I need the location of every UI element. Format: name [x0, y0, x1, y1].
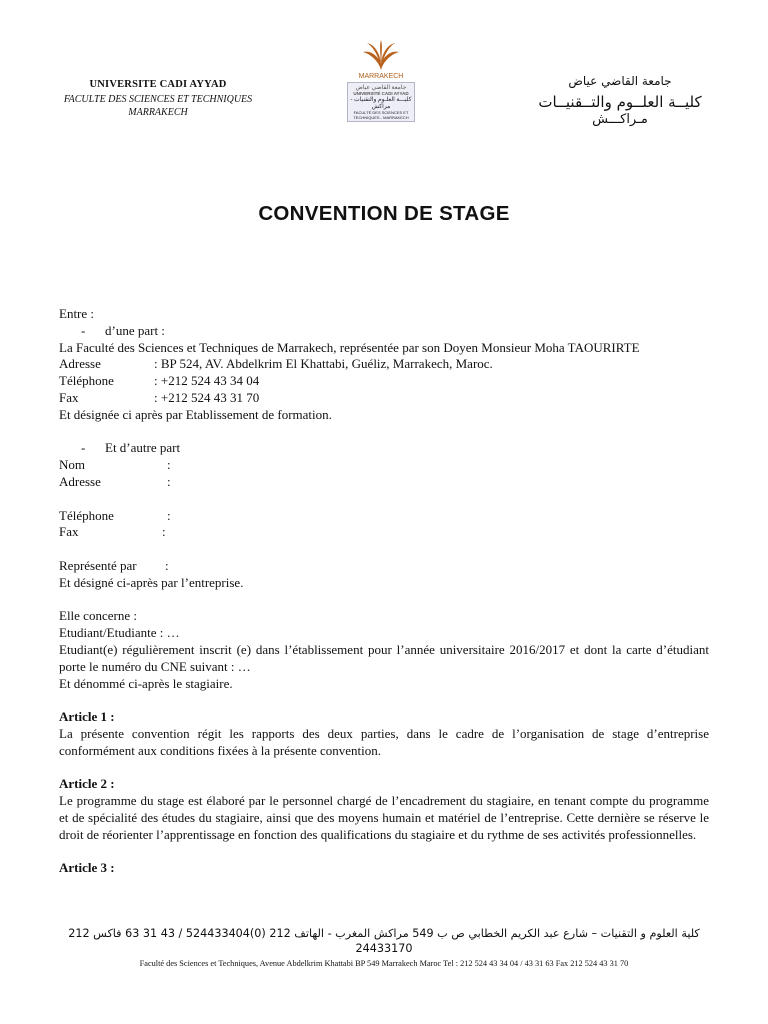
dune-part-line: - d’une part : — [81, 322, 165, 338]
elle-concerne: Elle concerne : — [59, 608, 137, 624]
entre-line: Entre : — [59, 306, 95, 321]
adresse-label: Adresse — [59, 356, 101, 372]
etudiant-line: Etudiant/Etudiante : … — [59, 625, 180, 641]
adresse-row — [59, 356, 709, 373]
telephone2-row — [59, 508, 709, 525]
fax-label: Fax — [59, 389, 79, 405]
telephone-label: Téléphone — [59, 373, 114, 389]
nom-value: : — [167, 457, 171, 473]
palm-logo-icon — [361, 40, 401, 72]
logo-faculty: FACULTÉ DES SCIENCES ET TECHNIQUES - MARRAKECH — [353, 110, 409, 120]
telephone2-value: : — [167, 507, 171, 523]
arabic-university-name: جامعة القاضي عياض — [568, 74, 672, 88]
adresse2-value: : — [167, 473, 171, 489]
autre-part-line: - Et d’autre part — [81, 440, 181, 456]
article3-title: Article 3 : — [59, 860, 115, 876]
telephone-value: : +212 524 43 34 04 — [154, 373, 260, 389]
logo-university: UNIVERSITÉ CADI AYYAD — [353, 91, 409, 96]
nom-label: Nom — [59, 457, 85, 473]
autre-part-text: Et d’autre part — [105, 440, 181, 456]
logo-arabic-faculty: كليـــة العلـوم والتقنيات - مراكش — [350, 97, 412, 110]
university-name: UNIVERSITE CADI AYYAD — [89, 79, 227, 90]
city-name: MARRAKECH — [128, 107, 188, 118]
designee-formation: Et désignée ci après par Etablissement de formation. — [59, 406, 332, 422]
faculty-logo — [344, 40, 418, 134]
faculty-name: FACULTE DES SCIENCES ET TECHNIQUES — [63, 94, 253, 105]
article1-text: La présente convention régit les rapports des deux parties, dans le cadre de l’organisation de stage d’entreprise conformément aux conditions fixées à la présente convention. — [59, 725, 709, 758]
fax2-label: Fax — [59, 524, 79, 540]
footer-arabic: كلية العلوم و التقنيات – شارع عبد الكريم الخطابي ص ب 549 مراكش المغرب - الهاتف 212 (0)524433404 / 43 31 63 فاكس 212 24433170 — [68, 927, 700, 955]
denomme-line: Et dénommé ci-après le stagiaire. — [59, 675, 233, 691]
header-left — [58, 79, 258, 118]
article2-text: Le programme du stage est élaboré par le personnel chargé de l’encadrement du stagiaire, en tenant compte du programme et de spécialité des études du stagiaire, ainsi que des moyens humain et matériel de l’entreprise. Cette dernière se réserve le droit de réorienter l’apprentissage en fonction des qualifications du stagiaire et du rythme de ses activités professionnelles. — [59, 793, 709, 842]
faculte-representation: La Faculté des Sciences et Techniques de Marrakech, représentée par son Doyen Monsieur Moha TAOURIRTE — [59, 339, 640, 355]
represente-label: Représenté par — [59, 557, 137, 573]
fax-row — [59, 390, 709, 407]
convention-body — [59, 306, 709, 877]
document-title: CONVENTION DE STAGE — [258, 202, 510, 225]
adresse2-row — [59, 474, 709, 491]
logo-arabic-university: جامعة القاضي عياض — [355, 85, 407, 91]
fax2-value: : — [162, 524, 166, 540]
logo-city: MARRAKECH — [358, 73, 404, 80]
telephone-row — [59, 373, 709, 390]
article2-title: Article 2 : — [59, 776, 115, 792]
adresse-value: : BP 524, AV. Abdelkrim El Khattabi, Guéliz, Marrakech, Maroc. — [154, 356, 493, 372]
arabic-city-name: مـراكـــش — [592, 112, 648, 127]
telephone2-label: Téléphone — [59, 507, 114, 523]
arabic-faculty-name: كليــة العلــوم والتــقنيــات — [538, 93, 702, 111]
represente-row — [59, 558, 709, 575]
logo-box — [347, 82, 415, 122]
dune-part-text: d’une part : — [105, 322, 165, 338]
footer-french: Faculté des Sciences et Techniques, Avenue Abdelkrim Khattabi BP 549 Marrakech Maroc Tel : 212 524 43 34 04 / 43 31 63 Fax 212 524 43 31 70 — [139, 959, 629, 968]
fax2-row — [59, 524, 709, 541]
designe-entreprise: Et désigné ci-après par l’entreprise. — [59, 574, 244, 590]
adresse2-label: Adresse — [59, 473, 101, 489]
nom-row — [59, 457, 709, 474]
etudiant-text: Etudiant(e) régulièrement inscrit (e) dans l’établissement pour l’année universitaire 2016/2017 et dont la carte d’étudiant porte le numéro du CNE suivant : … — [59, 641, 709, 674]
article1-title: Article 1 : — [59, 709, 115, 725]
fax-value: : +212 524 43 31 70 — [154, 389, 260, 405]
header-right — [520, 74, 720, 127]
represente-value: : — [165, 557, 169, 573]
